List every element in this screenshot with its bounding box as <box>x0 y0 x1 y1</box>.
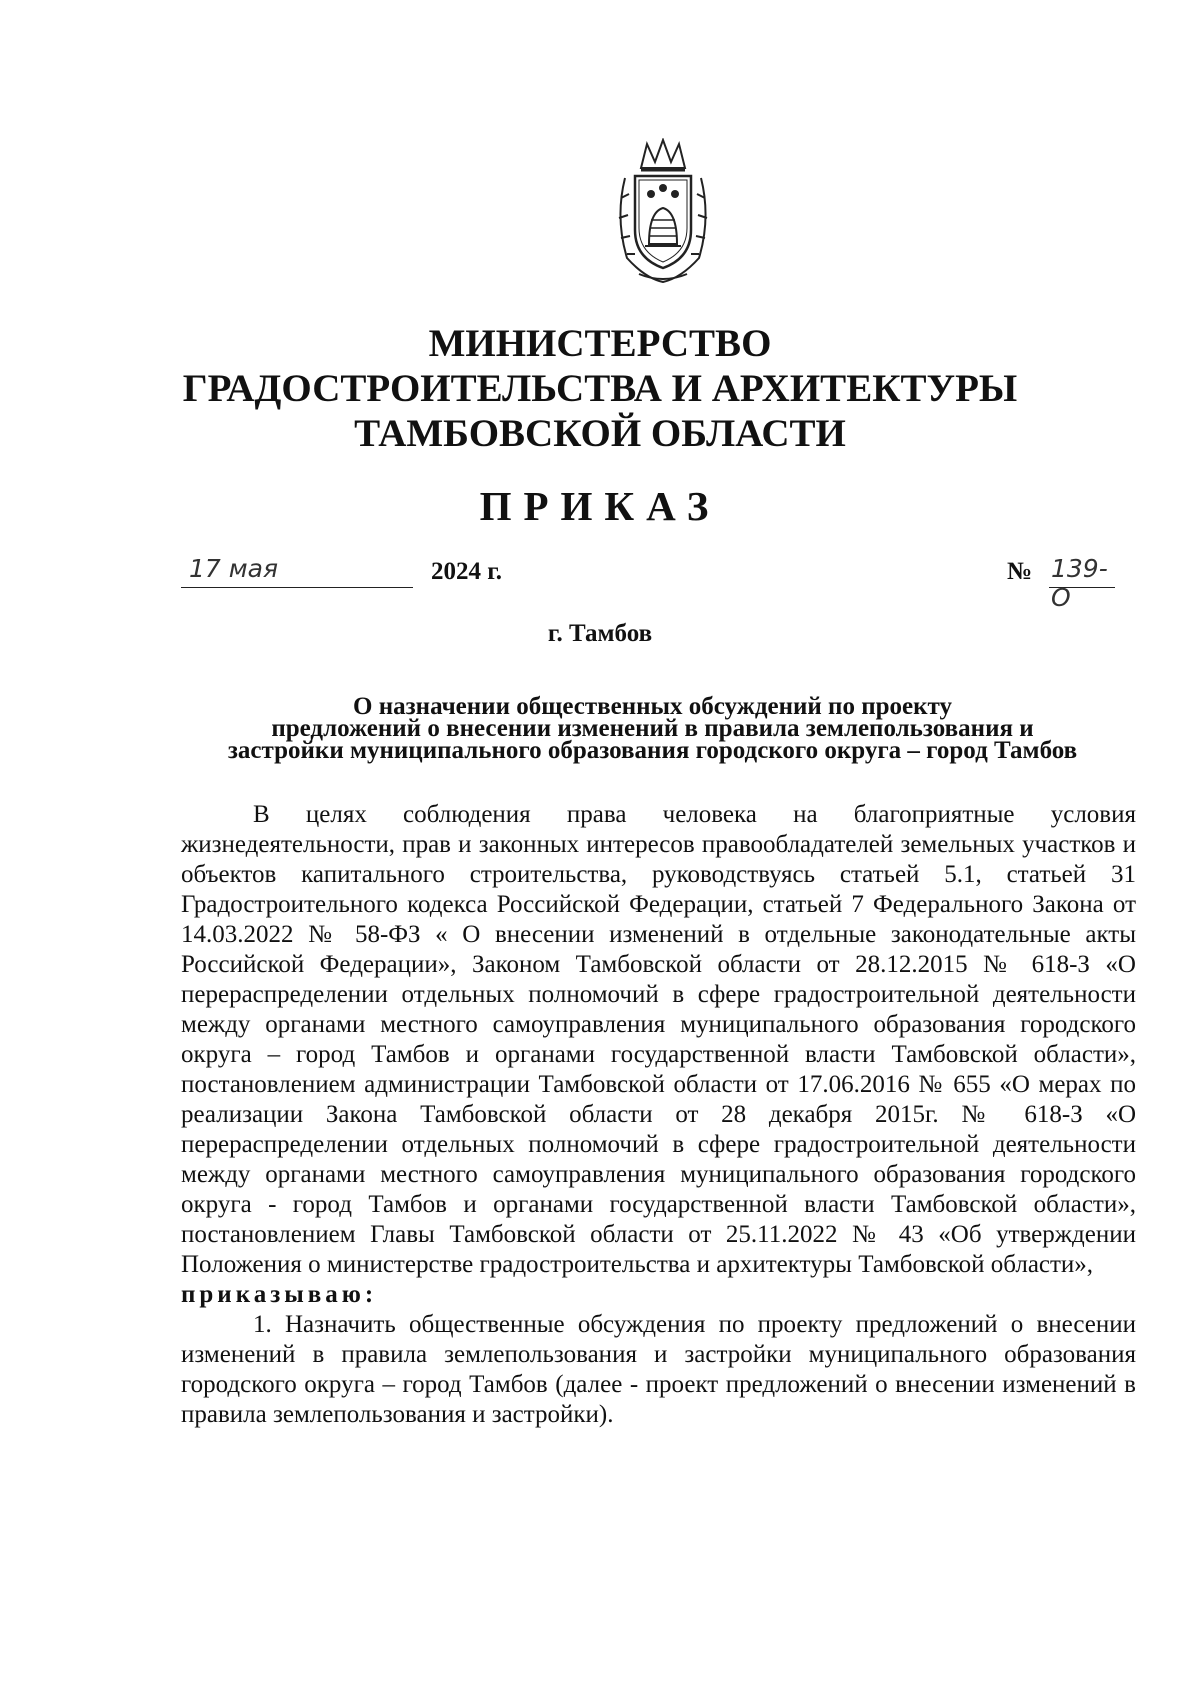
handwritten-date: 17 мая <box>181 554 413 588</box>
order-subject <box>170 693 1135 764</box>
ministry-header <box>0 321 1200 456</box>
ministry-line-2: ГРАДОСТРОИТЕЛЬСТВА И АРХИТЕКТУРЫ <box>182 367 1018 410</box>
ministry-line-1: МИНИСТЕРСТВО <box>428 322 772 365</box>
preamble-paragraph: В целях соблюдения права человека на благоприятные условия жизнедеятельности, прав и законных интересов правообладателей земельных участков и объектов капитального строительства, руководствуясь статьей 5.1, статьей 31 Градостроительного кодекса Российской Федерации, статьей 7 Федерального Закона от 14.03.2022 № 58-ФЗ « О внесении изменений в отдельные законодательные акты Российской Федерации», Законом Тамбовской области от 28.12.2015 № 618-З «О перераспределении отдельных полномочий в сфере градостроительной деятельности между органами местного самоуправления муниципального образования городского округа – город Тамбов и органами государственной власти Тамбовской области», постановлением администрации Тамбовской области от 17.06.2016 № 655 «О мерах по реализации Закона Тамбовской области от 28 декабря 2015г. № 618-З «О перераспределении отдельных полномочий в сфере градостроительной деятельности между органами местного самоуправления муниципального образования городского округа - город Тамбов и органами государственной власти Тамбовской области», постановлением Главы Тамбовской области от 25.11.2022 № 43 «Об утверждении Положения о министерстве градостроительства и архитектуры Тамбовской области», <box>181 801 1136 1278</box>
subject-line-1: О назначении общественных обсуждений по проекту <box>353 693 952 720</box>
handwritten-number: 139-О <box>1049 554 1115 588</box>
order-word: приказываю: <box>181 1281 378 1308</box>
order-item-1: 1. Назначить общественные обсуждения по проекту предложений о внесении изменений в правила землепользования и застройки муниципального образования городского округа – город Тамбов (далее - проект предложений о внесении изменений в правила землепользования и застройки). <box>181 1311 1136 1428</box>
number-label: № <box>1007 558 1033 585</box>
city-label: г. Тамбов <box>547 620 653 647</box>
date-number-line <box>181 554 1116 612</box>
body-text <box>181 800 1136 1430</box>
subject-line-2: предложений о внесении изменений в правила землепользования и <box>271 715 1034 742</box>
coat-of-arms-icon <box>611 138 715 286</box>
order-title: ПРИКАЗ <box>479 483 721 529</box>
subject-line-3: застройки муниципального образования городского округа – город Тамбов <box>227 737 1078 764</box>
year-label: 2024 г. <box>431 558 503 585</box>
ministry-line-3: ТАМБОВСКОЙ ОБЛАСТИ <box>354 412 846 455</box>
